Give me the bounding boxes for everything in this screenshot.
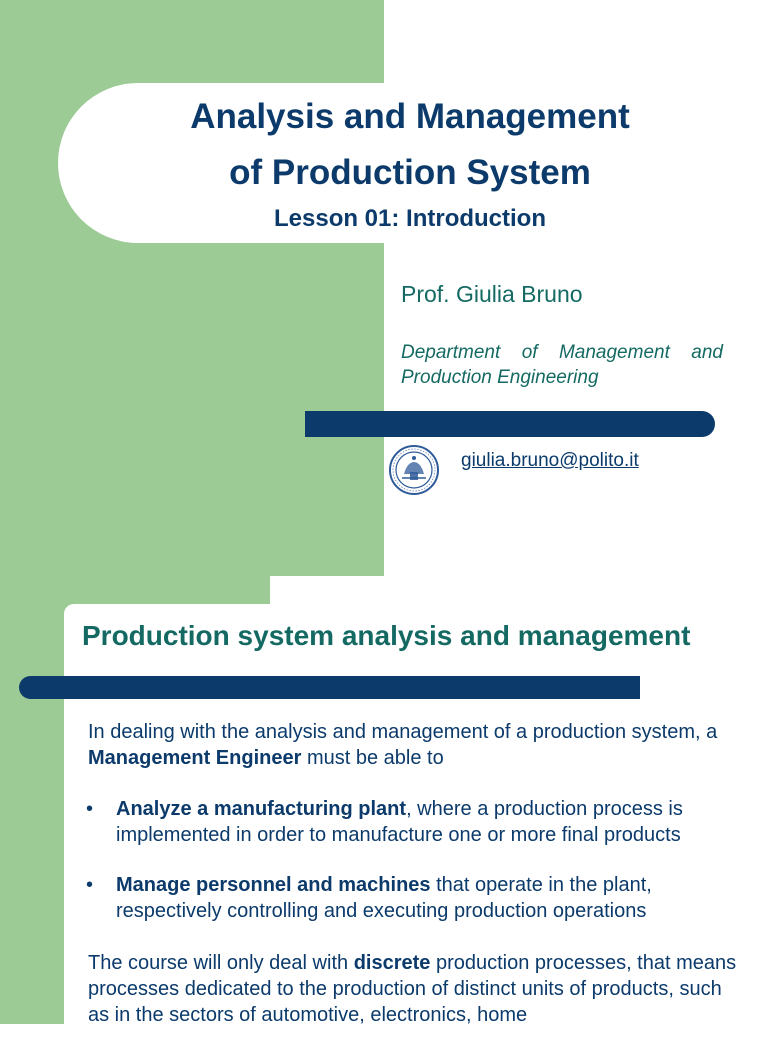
slide2-heading: Production system analysis and management bbox=[82, 620, 691, 651]
course-title-line-2: of Production System bbox=[229, 153, 591, 192]
bullet-icon: • bbox=[86, 874, 94, 896]
course-text-a: The course will only deal with bbox=[88, 952, 354, 974]
title-divider-bar bbox=[305, 411, 715, 437]
bullet-bold: Manage personnel and machines bbox=[116, 874, 431, 896]
bullet-item-manage bbox=[116, 872, 746, 924]
lesson-subtitle: Lesson 01: Introduction bbox=[273, 205, 546, 232]
intro-text-a: In dealing with the analysis and management of a production system, a bbox=[88, 721, 718, 743]
bullet-text: , where a production process is implemented in order to manufacture one or more final products bbox=[116, 798, 683, 846]
bullet-icon: • bbox=[86, 798, 94, 820]
intro-paragraph bbox=[88, 719, 748, 771]
email-link[interactable]: giulia.bruno@polito.it bbox=[461, 450, 639, 471]
intro-text-b: must be able to bbox=[301, 747, 444, 769]
bullet-text: that operate in the plant, respectively controlling and executing production operations bbox=[116, 874, 652, 922]
bullet-item-analyze bbox=[116, 796, 746, 848]
course-bold: discrete bbox=[353, 952, 431, 974]
course-text-b: production processes, that means processes dedicated to the production of distinct units of products, such as in the sectors of automotive, electronics, home bbox=[88, 952, 737, 1026]
university-seal-icon bbox=[388, 444, 440, 496]
course-scope-paragraph bbox=[88, 950, 748, 1028]
professor-name: Prof. Giulia Bruno bbox=[401, 281, 583, 307]
course-title-line-1: Analysis and Management bbox=[190, 97, 630, 136]
department-name: Department of Management and Production Engineering bbox=[401, 342, 723, 388]
bullet-bold: Analyze a manufacturing plant bbox=[116, 798, 407, 820]
intro-bold: Management Engineer bbox=[88, 747, 302, 769]
slide2-divider-bar bbox=[19, 676, 640, 699]
